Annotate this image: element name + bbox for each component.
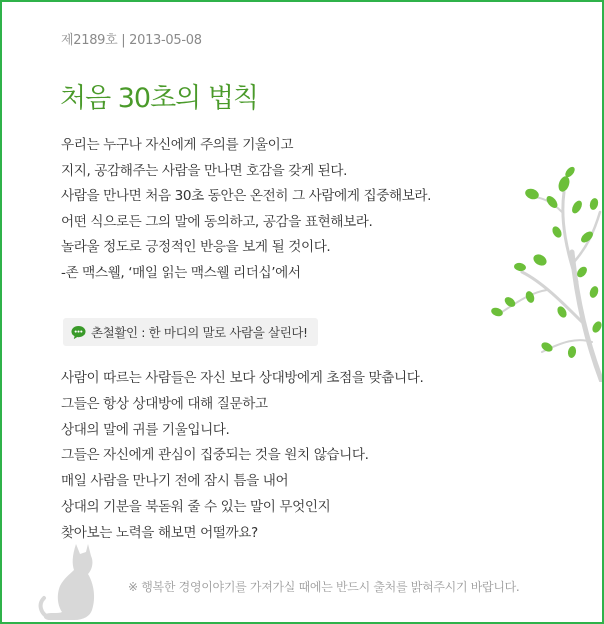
quote-line: 놀라울 정도로 긍정적인 반응을 보게 될 것이다. xyxy=(61,239,331,256)
commentary-line: 매일 사람을 만나기 전에 잠시 틈을 내어 xyxy=(61,473,289,490)
commentary-line: 상대의 말에 귀를 기울입니다. xyxy=(61,421,230,438)
quote-paragraph xyxy=(61,133,501,287)
copyright-notice: ※ 행복한 경영이야기를 가져가실 때에는 반드시 출처를 밝혀주시기 바랍니다. xyxy=(128,580,520,594)
quote-line: 어떤 식으로든 그의 말에 동의하고, 공감을 표현해보라. xyxy=(61,213,373,230)
tip-text: 촌철활인 : 한 마디의 말로 사람을 살린다! xyxy=(91,325,308,340)
quote-source: -존 맥스웰, ‘매일 읽는 맥스웰 리더십’에서 xyxy=(61,264,301,281)
commentary-paragraph xyxy=(61,366,511,547)
commentary-line: 상대의 기분을 북돋워 줄 수 있는 말이 무엇인지 xyxy=(61,498,331,515)
issue-meta: 제2189호 | 2013-05-08 xyxy=(61,33,202,48)
commentary-line: 그들은 자신에게 관심이 집중되는 것을 원치 않습니다. xyxy=(61,447,369,464)
commentary-line: 사람이 따르는 사람들은 자신 보다 상대방에게 초점을 맞춥니다. xyxy=(61,370,424,386)
cat-silhouette xyxy=(36,540,106,622)
speech-bubble-icon xyxy=(71,325,86,340)
quote-line: 우리는 누구나 자신에게 주의를 기울이고 xyxy=(61,137,294,153)
page-title: 처음 30초의 법칙 xyxy=(60,83,259,114)
quote-line: 사람을 만나면 처음 30초 동안은 온전히 그 사람에게 집중해보라. xyxy=(61,188,432,205)
commentary-line: 찾아보는 노력을 해보면 어떨까요? xyxy=(61,524,258,541)
tree-illustration xyxy=(482,152,602,382)
tip-box xyxy=(63,318,318,346)
commentary-line: 그들은 항상 상대방에 대해 질문하고 xyxy=(61,395,268,412)
quote-line: 지지, 공감해주는 사람을 만나면 호감을 갖게 된다. xyxy=(61,162,347,179)
